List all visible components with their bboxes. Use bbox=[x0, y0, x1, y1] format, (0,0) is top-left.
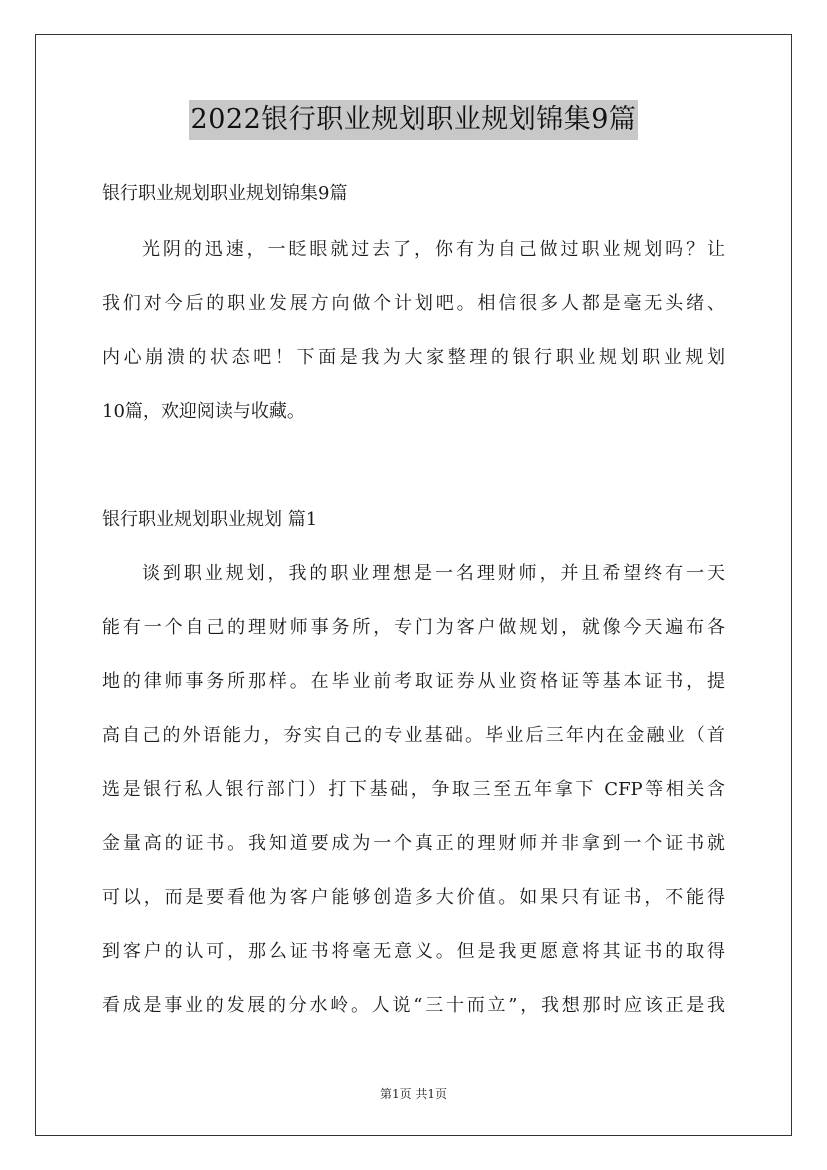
section-line: 地的律师事务所那样。在毕业前考取证券从业资格证等基本证书，提 bbox=[102, 671, 725, 692]
section-line: 高自己的外语能力，夯实自己的专业基础。毕业后三年内在金融业（首 bbox=[102, 725, 725, 746]
intro-line: 内心崩溃的状态吧！下面是我为大家整理的银行职业规划职业规划 bbox=[102, 347, 725, 368]
section-line: 金量高的证书。我知道要成为一个真正的理财师并非拿到一个证书就 bbox=[102, 833, 725, 854]
page-footer: 第1页 共1页 bbox=[379, 1087, 448, 1101]
section-line: 选是银行私人银行部门）打下基础，争取三至五年拿下 CFP等相关含 bbox=[102, 779, 725, 800]
section-line: 看成是事业的发展的分水岭。人说“三十而立”，我想那时应该正是我 bbox=[102, 995, 725, 1016]
intro-line: 光阴的迅速，一眨眼就过去了，你有为自己做过职业规划吗？让 bbox=[142, 239, 725, 260]
section-line: 谈到职业规划，我的职业理想是一名理财师，并且希望终有一天 bbox=[142, 563, 725, 584]
section-line: 能有一个自己的理财师事务所，专门为客户做规划，就像今天遍布各 bbox=[102, 617, 725, 638]
intro-line: 我们对今后的职业发展方向做个计划吧。相信很多人都是毫无头绪、 bbox=[102, 293, 725, 314]
section-line: 到客户的认可，那么证书将毫无意义。但是我更愿意将其证书的取得 bbox=[102, 941, 725, 962]
section-heading: 银行职业规划职业规划 篇1 bbox=[102, 509, 318, 530]
section-line: 可以，而是要看他为客户能够创造多大价值。如果只有证书，不能得 bbox=[102, 887, 725, 908]
title-container bbox=[0, 100, 827, 140]
document-title: 2022银行职业规划职业规划锦集9篇 bbox=[189, 100, 639, 140]
intro-line: 10篇，欢迎阅读与收藏。 bbox=[102, 401, 305, 422]
document-subtitle: 银行职业规划职业规划锦集9篇 bbox=[102, 183, 348, 204]
